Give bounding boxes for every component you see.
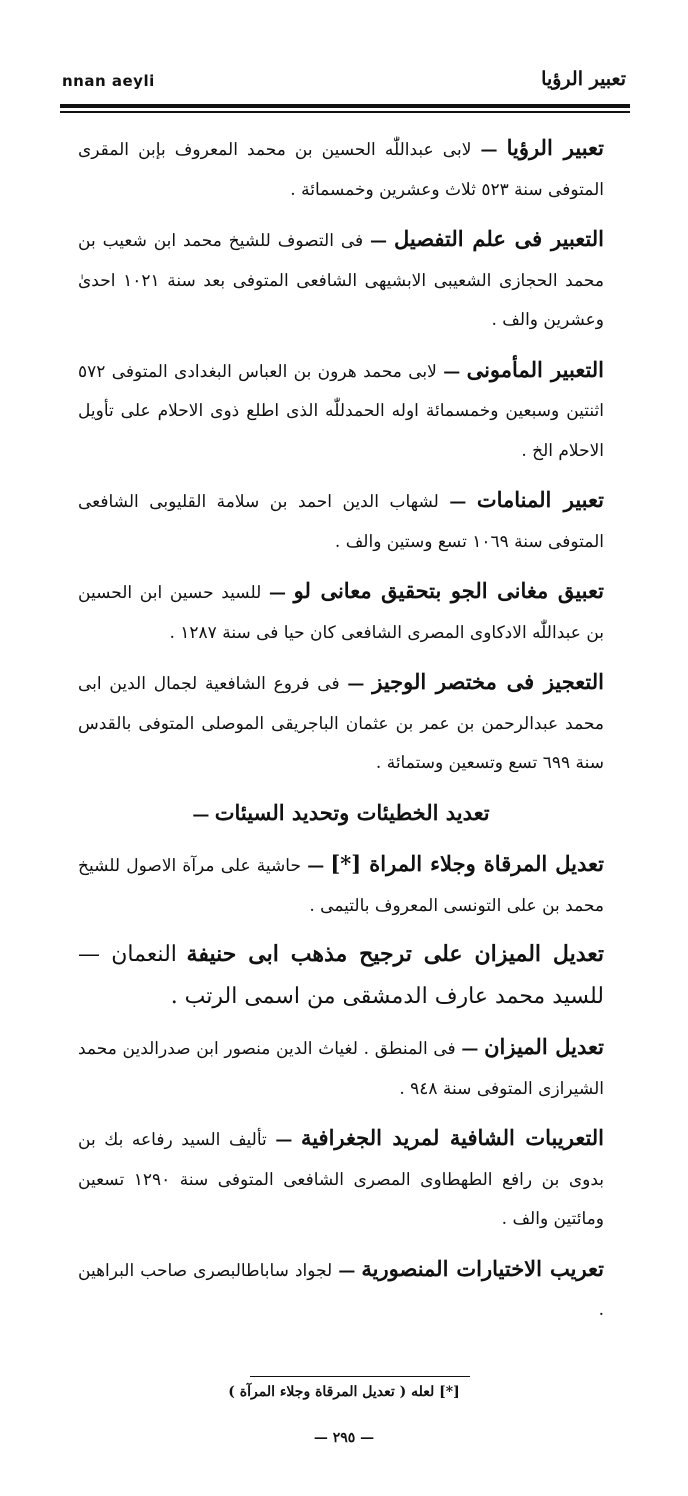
entry bbox=[78, 1027, 604, 1109]
entry-text: لابى عبداللّٰه الحسين بن محمد المعروف بإبن المقرى المتوفى سنة ٥٢٣ ثلاث وعشرين وخمسمائة . bbox=[78, 140, 604, 200]
header-rule bbox=[60, 104, 630, 108]
entry-text: فى فروع الشافعية لجمال الدين ابى محمد عبدالرحمن بن عمر بن عثمان الباجريقى الموصلى المتوفى بالقدس سنة ٦٩٩ تسع وتسعين وستمائة . bbox=[78, 674, 604, 773]
entry-title: تعديد الخطيئات وتحديد السيئات bbox=[214, 799, 490, 825]
entry-title: تعديل الميزان على ترجيح مذهب ابى حنيفة bbox=[186, 941, 604, 967]
entry-dash: — bbox=[192, 804, 210, 825]
entry-dash: — bbox=[449, 492, 467, 512]
entry-title: التعجيز فى مختصر الوجيز bbox=[372, 669, 605, 694]
entry-text: فى التصوف للشيخ محمد ابن شعيب بن محمد الحجازى الشعيبى الابشيهى الشافعى المتوفى بعد سنة ١٠٢١ احدىٰ وعشرين والف . bbox=[78, 231, 604, 330]
entry-text: حاشية على مرآة الاصول للشيخ محمد بن على التونسى المعروف بالتيمى . bbox=[78, 856, 604, 916]
entry-dash: — bbox=[461, 1039, 479, 1059]
entry-title: تعبيق مغانى الجو بتحقيق معانى لو bbox=[293, 578, 604, 603]
entry-dash: — bbox=[268, 583, 286, 603]
header-rule-thin bbox=[60, 111, 630, 113]
entry-title: تعبير المنامات bbox=[476, 487, 604, 512]
entry bbox=[78, 128, 604, 210]
entry-dash: — bbox=[347, 674, 365, 694]
entry-text: للسيد حسين ابن الحسين بن عبداللّٰه الادكاوى المصرى الشافعى كان حيا فى سنة ١٢٨٧ . bbox=[78, 583, 604, 643]
entry-title: التعبير فى علم التفصيل bbox=[393, 226, 604, 251]
entry-dash: — bbox=[480, 140, 498, 160]
entry-dash: — bbox=[275, 1130, 293, 1150]
entry bbox=[78, 1118, 604, 1240]
entry-text: النعمان — للسيد محمد عارف الدمشقى من اسمى الرتب . bbox=[78, 942, 604, 1009]
entry-title: تعريب الاختيارات المنصورية bbox=[361, 1255, 605, 1281]
entry bbox=[78, 219, 604, 341]
entry-text: فى المنطق . لغياث الدين منصور ابن صدرالدين محمد الشيرازى المتوفى سنة ٩٤٨ . bbox=[78, 1039, 604, 1099]
entry bbox=[78, 844, 604, 926]
entry-text: تأليف السيد رفاعه بك بن بدوى بن رافع الطهطاوى المصرى الشافعى المتوفى سنة ١٢٩٠ تسعين ومائتين والف . bbox=[78, 1130, 605, 1229]
entry-title: تعديل المرقاة وجلاء المراة [*] bbox=[330, 851, 605, 876]
page-number: — ٢٩٥ — bbox=[313, 1430, 375, 1446]
entry bbox=[78, 1249, 604, 1331]
entry-text: لشهاب الدين احمد بن سلامة القليوبى الشافعى المتوفى سنة ١٠٦٩ تسع وستين والف . bbox=[78, 492, 604, 552]
entry-dash: — bbox=[370, 231, 388, 251]
entry-text: لابى محمد هرون بن العباس البغدادى المتوفى ٥٧٢ اثنتين وسبعين وخمسمائة اوله الحمدللّٰه الذى اطلع ذوى الاحلام على تأويل الاحلام الخ . bbox=[78, 361, 604, 461]
entry-text: لجواد ساباطالبصرى صاحب البراهين . bbox=[78, 1260, 604, 1320]
entry bbox=[78, 480, 604, 562]
entry bbox=[78, 793, 604, 836]
entry-dash: — bbox=[307, 856, 325, 876]
running-header-title: تعبير الرؤيا bbox=[541, 68, 626, 90]
entry-title: التعبير المأمونى bbox=[466, 356, 605, 382]
entry-title: التعريبات الشافية لمريد الجغرافية bbox=[300, 1125, 605, 1150]
entry bbox=[78, 350, 604, 472]
footnote: [*] لعله ( تعديل المرقاة وجلاء المرآة ) bbox=[228, 1384, 460, 1400]
entry bbox=[78, 935, 604, 1018]
entry-dash: — bbox=[443, 361, 461, 382]
entry-title: تعبير الرؤيا bbox=[506, 135, 605, 160]
entries-body bbox=[78, 128, 604, 1340]
entry bbox=[78, 571, 604, 653]
entry-dash: — bbox=[338, 1260, 356, 1281]
entry-title: تعديل الميزان bbox=[484, 1034, 605, 1059]
running-header-left: nnan aeyli bbox=[62, 72, 155, 90]
footnote-rule bbox=[250, 1376, 470, 1377]
entry bbox=[78, 662, 604, 784]
